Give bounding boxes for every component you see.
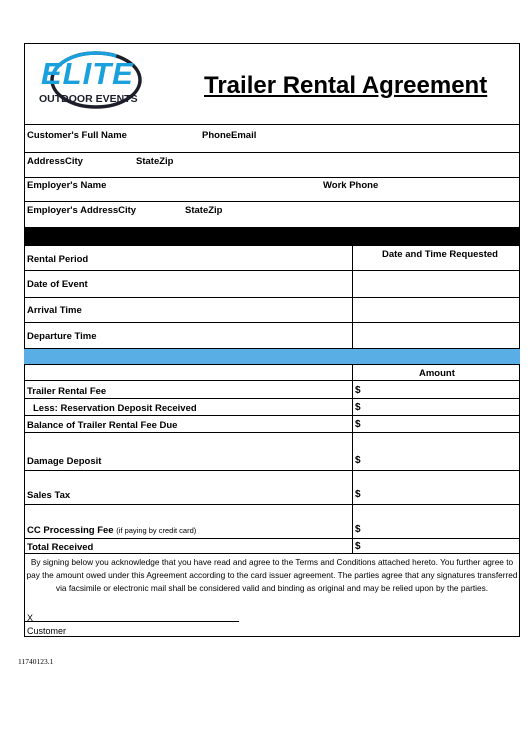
less-deposit-label: Less: Reservation Deposit Received bbox=[33, 403, 197, 414]
arrival-time-label: Arrival Time bbox=[27, 305, 82, 316]
page-title: Trailer Rental Agreement bbox=[204, 72, 488, 99]
date-time-requested-label: Date and Time Requested bbox=[382, 249, 498, 260]
currency-symbol: $ bbox=[355, 489, 361, 500]
document-number: 11740123.1 bbox=[18, 657, 54, 666]
trailer-rental-fee-label: Trailer Rental Fee bbox=[27, 386, 107, 397]
employer-address-city-label: Employer's AddressCity bbox=[27, 205, 137, 216]
address-city-label: AddressCity bbox=[27, 156, 83, 167]
cc-fee-note: (if paying by credit card) bbox=[116, 526, 197, 535]
logo-brand: ELITE bbox=[41, 56, 134, 91]
employer-name-label: Employer's Name bbox=[27, 180, 107, 191]
signature-label: Customer bbox=[27, 626, 67, 636]
damage-deposit-label: Damage Deposit bbox=[27, 456, 102, 467]
full-name-label: Customer's Full Name bbox=[27, 130, 127, 141]
amount-header: Amount bbox=[419, 368, 455, 379]
state-zip-label: StateZip bbox=[136, 156, 174, 167]
currency-symbol: $ bbox=[355, 385, 361, 396]
balance-due-label: Balance of Trailer Rental Fee Due bbox=[27, 420, 178, 431]
currency-symbol: $ bbox=[355, 402, 361, 413]
phone-email-label: PhoneEmail bbox=[202, 130, 257, 141]
currency-symbol: $ bbox=[355, 419, 361, 430]
currency-symbol: $ bbox=[355, 455, 361, 466]
rental-period-label: Rental Period bbox=[27, 254, 89, 265]
currency-symbol: $ bbox=[355, 541, 361, 552]
cc-processing-fee-label bbox=[27, 525, 196, 536]
section-divider-dark bbox=[24, 227, 520, 246]
logo-tagline: OUTDOOR EVENTS bbox=[39, 93, 138, 105]
currency-symbol: $ bbox=[355, 524, 361, 535]
cc-fee-text: CC Processing Fee bbox=[27, 525, 114, 536]
date-of-event-label: Date of Event bbox=[27, 279, 88, 290]
section-divider-blue bbox=[24, 349, 520, 364]
work-phone-label: Work Phone bbox=[323, 180, 379, 191]
departure-time-label: Departure Time bbox=[27, 331, 97, 342]
signature-mark: X bbox=[27, 613, 34, 623]
employer-state-zip-label: StateZip bbox=[185, 205, 223, 216]
total-received-label: Total Received bbox=[27, 542, 94, 553]
terms-paragraph: By signing below you acknowledge that you have read and agree to the Terms and Conditions attached hereto. You further agree to pay the amount owed under this Agreement according to the card issuer agreement. The parties agree that any signatures transferred via facsimile or electronic mail shall be considered valid and binding as original and may be relied upon by the parties. bbox=[26, 557, 518, 593]
sales-tax-label: Sales Tax bbox=[27, 490, 71, 501]
